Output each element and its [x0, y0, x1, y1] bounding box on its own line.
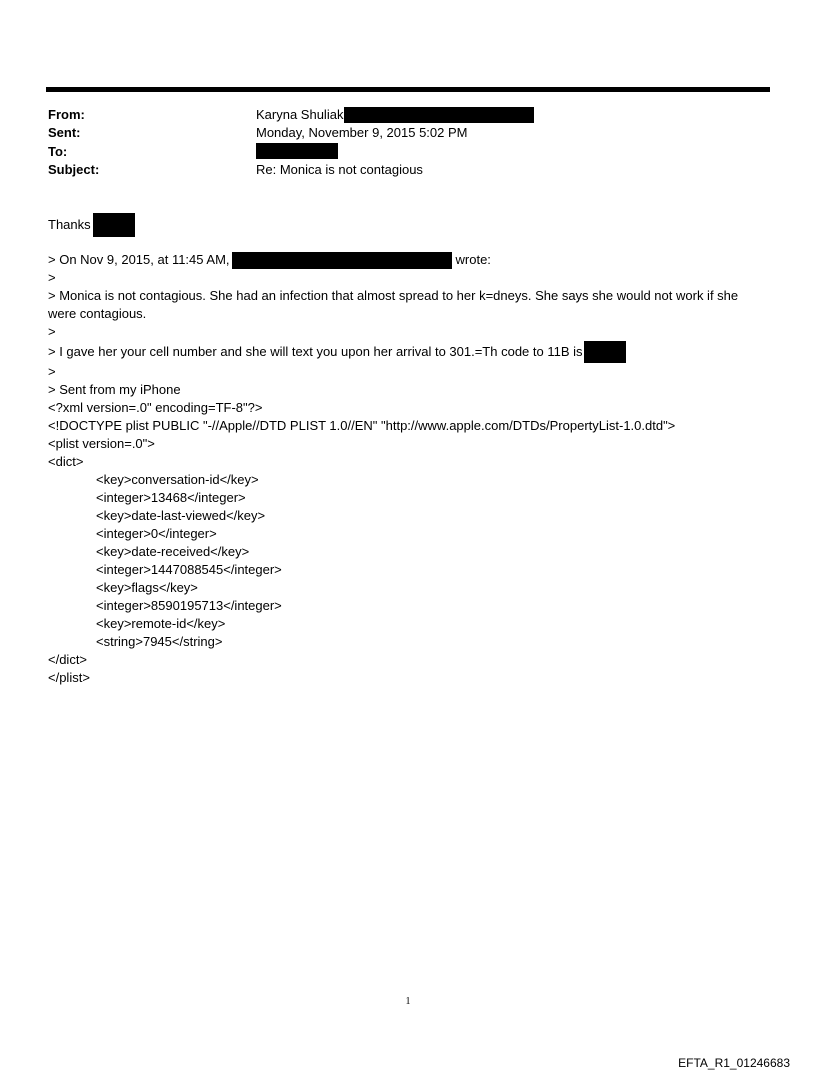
plist-entry: <string>7945</string> — [96, 634, 223, 649]
subject-label: Subject: — [48, 162, 100, 177]
to-value — [256, 143, 338, 159]
plist-entry: <integer>1447088545</integer> — [96, 562, 282, 577]
plist-entry: <key>date-last-viewed</key> — [96, 508, 266, 523]
redaction-box — [584, 341, 626, 363]
plist-open-tag: <plist version=.0"> — [48, 436, 155, 451]
plist-doctype: <!DOCTYPE plist PUBLIC "-//Apple//DTD PLIST 1.0//EN" "http://www.apple.com/DTDs/PropertyList-1.0.dtd"> — [48, 418, 676, 433]
redaction-box — [344, 107, 534, 123]
quote-blank-line: > — [48, 270, 56, 285]
quote-blank-line: > — [48, 324, 56, 339]
plist-entry: <key>flags</key> — [96, 580, 198, 595]
signature-line: > Sent from my iPhone — [48, 382, 181, 397]
from-value — [256, 106, 534, 124]
email-body — [48, 213, 768, 237]
redaction-box — [256, 143, 338, 159]
subject-value: Re: Monica is not contagious — [256, 162, 423, 177]
quote-intro-wrote: wrote: — [455, 252, 491, 267]
header-rule — [46, 87, 770, 92]
quote-paragraph: > Monica is not contagious. She had an infection that almost spread to her k=dneys. She says she would not work if she were contagious. — [48, 288, 739, 321]
quoted-message — [48, 251, 768, 687]
plist-entry: <key>date-received</key> — [96, 544, 250, 559]
quote-code-text: > I gave her your cell number and she will text you upon her arrival to 301.=Th code to 11B is — [48, 344, 583, 359]
sent-label: Sent: — [48, 125, 81, 140]
plist-close-tag: </plist> — [48, 670, 90, 685]
plist-entry: <integer>0</integer> — [96, 526, 217, 541]
document-id: EFTA_R1_01246683 — [678, 1056, 790, 1070]
to-label: To: — [48, 144, 68, 159]
sent-value: Monday, November 9, 2015 5:02 PM — [256, 125, 468, 140]
thanks-line — [48, 213, 768, 237]
redaction-box — [93, 213, 135, 237]
plist-entry: <integer>8590195713</integer> — [96, 598, 282, 613]
quote-intro-line — [48, 251, 768, 269]
plist-entry: <key>remote-id</key> — [96, 616, 226, 631]
from-label: From: — [48, 107, 85, 122]
plist-entry: <integer>13468</integer> — [96, 490, 246, 505]
from-name: Karyna Shuliak — [256, 107, 344, 122]
plist-entry: <key>conversation-id</key> — [96, 472, 259, 487]
page-number: 1 — [405, 996, 411, 1007]
dict-open-tag: <dict> — [48, 454, 84, 469]
quote-blank-line: > — [48, 364, 56, 379]
quote-paragraph — [48, 341, 768, 363]
redaction-box — [232, 252, 452, 269]
dict-close-tag: </dict> — [48, 652, 88, 667]
quote-intro-text: > On Nov 9, 2015, at 11:45 AM, — [48, 252, 230, 267]
xml-declaration: <?xml version=.0" encoding=TF-8"?> — [48, 400, 263, 415]
thanks-text: Thanks — [48, 217, 91, 232]
